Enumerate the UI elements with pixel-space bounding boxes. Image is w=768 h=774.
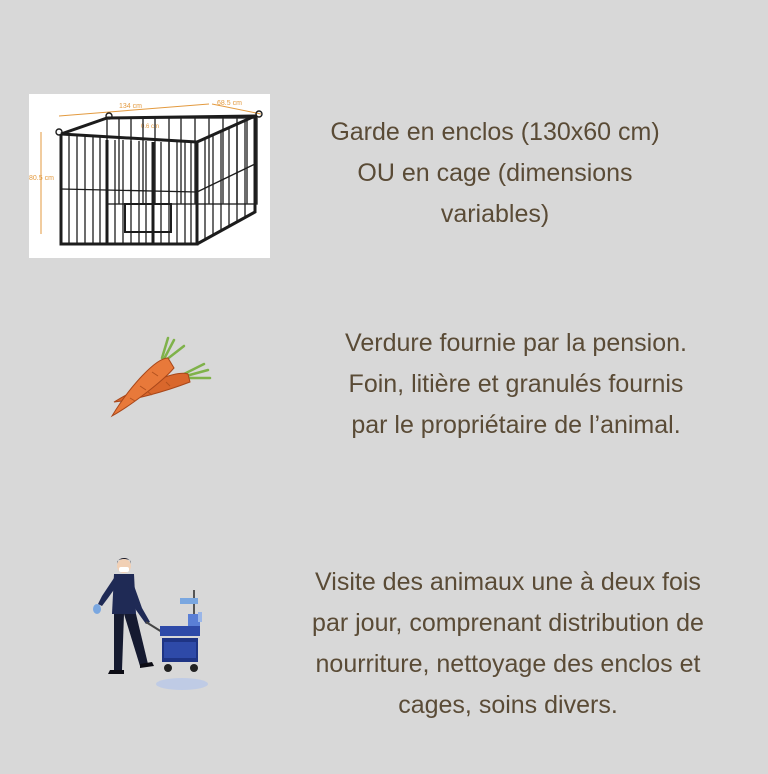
visit-description: [268, 562, 748, 726]
text-line: OU en cage (dimensions: [357, 159, 633, 187]
text-line: Foin, litière et granulés fournis: [348, 370, 684, 398]
pen-depth-label: 68.5 cm: [217, 100, 242, 107]
text-line: par le propriétaire de l’animal.: [351, 411, 681, 439]
text-line: Verdure fournie par la pension.: [345, 329, 687, 357]
pen-description: [290, 112, 700, 235]
pen-height-label: 80.5 cm: [29, 175, 54, 182]
text-line: Visite des animaux une à deux fois: [315, 568, 701, 596]
text-line: Garde en enclos (130x60 cm): [330, 118, 660, 146]
carrot-illustration: [104, 334, 214, 424]
text-line: cages, soins divers.: [398, 691, 618, 719]
text-line: nourriture, nettoyage des enclos et: [315, 650, 701, 678]
worker-illustration: [84, 552, 214, 697]
dog-pen-icon: [29, 94, 270, 258]
carrots-icon: [104, 334, 214, 424]
food-description: [306, 323, 726, 446]
pen-length-label: 134 cm: [119, 103, 142, 110]
text-line: par jour, comprenant distribution de: [312, 609, 704, 637]
pen-inner-label: 0.6 cm: [141, 124, 160, 130]
pen-illustration: [29, 94, 270, 258]
cleaning-worker-icon: [84, 552, 214, 697]
text-line: variables): [440, 200, 550, 228]
